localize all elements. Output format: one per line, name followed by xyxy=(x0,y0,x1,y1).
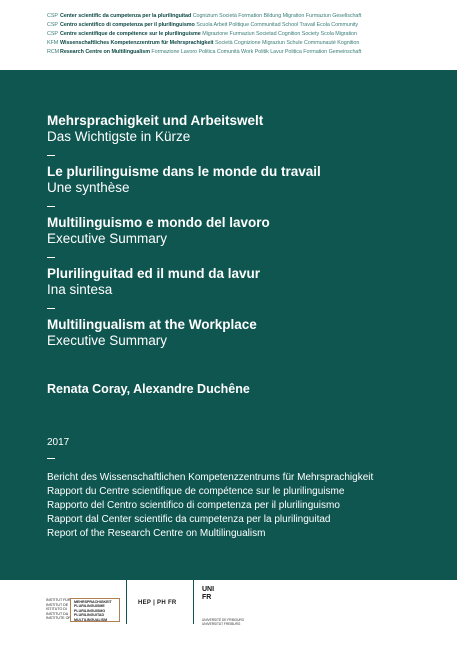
header-row-name: Center scientific da cumpetenza per la plurilinguitad xyxy=(60,13,192,19)
institute-word: PLURILINGUISME xyxy=(74,604,105,609)
header-row-code: CSP xyxy=(47,22,58,28)
header-row-name: Wissenschaftliches Kompetenzzentrum für Mehrsprachigkeit xyxy=(60,40,214,46)
hep-logo: HEP | PH FR xyxy=(138,600,177,606)
title-block-de xyxy=(47,113,447,145)
subtitle: Ina sintesa xyxy=(47,282,113,297)
report-line: Rapporto del Centro scientifico di competenza per il plurilinguismo xyxy=(47,500,340,511)
subtitle: Executive Summary xyxy=(47,333,168,348)
header-row-code: CSP xyxy=(47,13,58,19)
institute-line: INSTITUT FÜR xyxy=(46,598,71,602)
separator-dash xyxy=(47,458,55,459)
unifr-caption-line: UNIVERSITÄT FREIBURG xyxy=(202,622,241,626)
subtitle: Executive Summary xyxy=(47,231,168,246)
institute-line: INSTITUT DE xyxy=(46,602,69,607)
header-row-name: Research Centre on Multilingualism xyxy=(60,49,150,55)
subtitle: Une synthèse xyxy=(47,180,130,195)
title: Le plurilinguisme dans le monde du travail xyxy=(47,164,321,179)
institute-line: INSTITUT DA xyxy=(46,611,69,616)
header-row-keywords: Società Cognizione Migraziun Schule Communauté Kognition xyxy=(213,40,360,46)
header-row-code: CSP xyxy=(47,31,58,37)
header-row xyxy=(47,21,457,30)
institute-logo-box xyxy=(70,598,120,622)
header-row-keywords: Scuola Arbeit Politique Communitad School Travail Ecola Community xyxy=(194,22,359,28)
institute-word: MULTILINGUALISM xyxy=(74,617,108,622)
header-row-keywords: Cognizium Società Formation Bildung Migration Furmaziun Gesellschaft xyxy=(191,13,362,19)
header-row xyxy=(47,39,457,48)
header-row xyxy=(47,48,457,57)
title-block-fr xyxy=(47,164,447,196)
title-block-rm xyxy=(47,266,447,298)
unifr-line: FR xyxy=(202,593,212,601)
title: Multilinguismo e mondo del lavoro xyxy=(47,215,270,230)
separator-dash xyxy=(47,206,55,207)
header-row xyxy=(47,30,457,39)
logo-divider xyxy=(193,580,194,624)
report-line: Rapport dal Center scientific da cumpetenza per la plurilinguitad xyxy=(47,514,331,525)
title-block-en xyxy=(47,317,447,349)
institute-logo-languages xyxy=(46,598,71,621)
logo-divider xyxy=(126,580,127,624)
separator-dash xyxy=(47,308,55,309)
report-line: Report of the Research Centre on Multilingualism xyxy=(47,528,266,539)
publication-year: 2017 xyxy=(47,437,70,448)
header-band xyxy=(0,0,457,70)
subtitle: Das Wichtigste in Kürze xyxy=(47,129,191,144)
title-block-it xyxy=(47,215,447,247)
header-row xyxy=(47,12,457,21)
separator-dash xyxy=(47,257,55,258)
institute-logo-words xyxy=(74,600,112,622)
header-row-code: RCM xyxy=(47,49,60,55)
header-row-keywords: Migrazione Furmaziun Societad Cognition Society Scola Migration xyxy=(200,31,357,37)
separator-dash xyxy=(47,155,55,156)
institute-line: ISTITUTO DI xyxy=(46,607,67,612)
report-line: Rapport du Centre scientifique de compétence sur le plurilinguisme xyxy=(47,486,345,497)
title: Plurilinguitad ed il mund da lavur xyxy=(47,266,261,281)
report-line: Bericht des Wissenschaftlichen Kompetenzzentrums für Mehrsprachigkeit xyxy=(47,472,374,483)
header-row-name: Centro scientifico di competenza per il plurilinguismo xyxy=(60,22,195,28)
institute-logo xyxy=(46,598,124,623)
header-row-code: KFM xyxy=(47,40,59,46)
header-row-name: Centre scientifique de compétence sur le plurilinguisme xyxy=(60,31,201,37)
institute-word: PLURILINGUISMO xyxy=(74,608,106,613)
unifr-line: UNI xyxy=(202,586,215,593)
institute-line: INSTITUTE OF xyxy=(46,616,71,621)
unifr-logo xyxy=(202,586,214,601)
authors: Renata Coray, Alexandre Duchêne xyxy=(47,382,250,396)
footer-logos xyxy=(0,580,457,650)
institute-word: MEHRSPRACHIGKEIT xyxy=(74,600,112,604)
cover-panel xyxy=(0,70,457,580)
header-row-keywords: Formazione Lavoro Politica Comunità Work Politik Lavur Politica Formation Gemeinschaft xyxy=(149,49,362,55)
title: Mehrsprachigkeit und Arbeitswelt xyxy=(47,113,264,128)
unifr-caption xyxy=(202,618,244,626)
institute-word: PLURILINGUITAD xyxy=(74,613,105,618)
unifr-caption-line: UNIVERSITÉ DE FRIBOURG xyxy=(202,618,245,622)
title: Multilingualism at the Workplace xyxy=(47,317,257,332)
